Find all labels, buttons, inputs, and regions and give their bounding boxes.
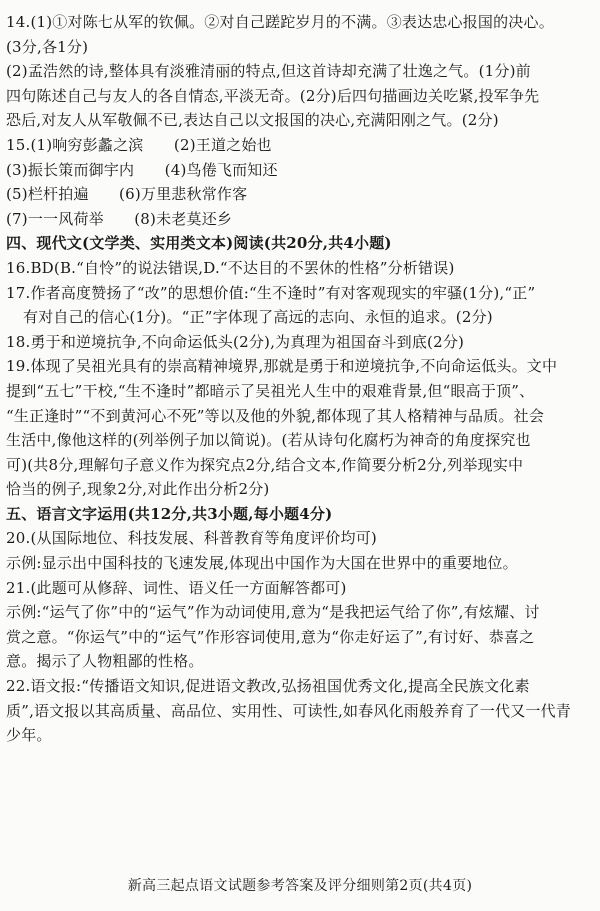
answer-19-line-3: “生正逢时”“不到黄河心不死”等以及他的外貌,都体现了其人格精神与品质。社会 — [6, 406, 545, 425]
answer-19-line-6: 恰当的例子,现象2分,对此作出分析2分) — [6, 480, 270, 499]
answer-14-2-line-1: (2)孟浩然的诗,整体具有淡雅清丽的特点,但这首诗却充满了壮逸之气。(1分)前 — [6, 62, 531, 81]
answer-20-line-1: 20.(从国际地位、科技发展、科普教育等角度评价均可) — [6, 529, 377, 548]
answer-16-line: 16.BD(B.“自怜”的说法错误,D.“不达目的不罢休的性格”分析错误) — [6, 258, 455, 277]
answer-17-line-2: 有对自己的信心(1分)。“正”字体现了高远的志向、永恒的追求。(2分) — [23, 308, 493, 327]
answer-15-line-2: (3)振长策而御宇内 (4)鸟倦飞而知还 — [6, 160, 278, 179]
answer-20-line-2: 示例:显示出中国科技的飞速发展,体现出中国作为大国在世界中的重要地位。 — [6, 554, 518, 573]
answer-text-body — [6, 10, 588, 748]
answer-21-line-3: 赏之意。“你运气”中的“运气”作形容词使用,意为“你走好运了”,有讨好、恭喜之 — [6, 627, 535, 646]
answer-15-line-1: 15.(1)响穷彭蠡之滨 (2)王道之始也 — [6, 135, 272, 154]
answer-14-2-line-2: 四句陈述自己与友人的各自情态,平淡无奇。(2分)后四句描画边关吃紧,投军争先 — [6, 86, 540, 105]
answer-14-2-line-3: 恐后,对友人从军敬佩不已,表达自己以文报国的决心,充满阳刚之气。(2分) — [6, 111, 499, 130]
answer-18-line: 18.勇于和逆境抗争,不向命运低头(2分),为真理为祖国奋斗到底(2分) — [6, 332, 465, 351]
answer-17-line-1: 17.作者高度赞扬了“改”的思想价值:“生不逢时”有对客观现实的牢骚(1分),“正” — [6, 283, 536, 302]
section-5-heading: 五、语言文字运用(共12分,共3小题,每小题4分) — [6, 504, 333, 523]
answer-19-line-1: 19.体现了吴祖光具有的崇高精神境界,那就是勇于和逆境抗争,不向命运低头。文中 — [6, 357, 558, 376]
answer-14-line-2: (3分,各1分) — [6, 37, 89, 56]
answer-15-line-3: (5)栏杆拍遍 (6)万里悲秋常作客 — [6, 185, 248, 204]
answer-21-line-2: 示例:“运气了你”中的“运气”作为动词使用,意为“是我把运气给了你”,有炫耀、讨 — [6, 603, 540, 622]
answer-19-line-5: 可)(共8分,理解句子意义作为探究点2分,结合文本,作简要分析2分,列举现实中 — [6, 455, 524, 474]
answer-22-line-1: 22.语文报:“传播语文知识,促进语文教改,弘扬祖国优秀文化,提高全民族文化素 — [6, 677, 530, 696]
answer-21-line-1: 21.(此题可从修辞、词性、语义任一方面解答都可) — [6, 578, 347, 597]
answer-15-line-4: (7)一一风荷举 (8)未老莫还乡 — [6, 209, 233, 228]
answer-22-line-3: 少年。 — [6, 726, 52, 745]
page-footer: 新高三起点语文试题参考答案及评分细则第2页(共4页) — [127, 878, 473, 894]
answer-19-line-2: 提到“五七”干校,“生不逢时”都暗示了吴祖光人生中的艰难背景,但“眼高于顶”、 — [6, 381, 535, 400]
answer-19-line-4: 生活中,像他这样的(列举例子加以简说)。(若从诗句化腐朽为神奇的角度探究也 — [6, 431, 531, 450]
answer-21-line-4: 意。揭示了人物粗鄙的性格。 — [6, 652, 204, 671]
answer-14-line-1: 14.(1)①对陈七从军的钦佩。②对自己蹉跎岁月的不满。③表达忠心报国的决心。 — [6, 13, 554, 31]
answer-22-line-2: 质”,语文报以其高质量、高品位、实用性、可读性,如春风化雨般养育了一代又一代青 — [6, 701, 572, 720]
section-4-heading: 四、现代文(文学类、实用类文本)阅读(共20分,共4小题) — [6, 234, 392, 253]
